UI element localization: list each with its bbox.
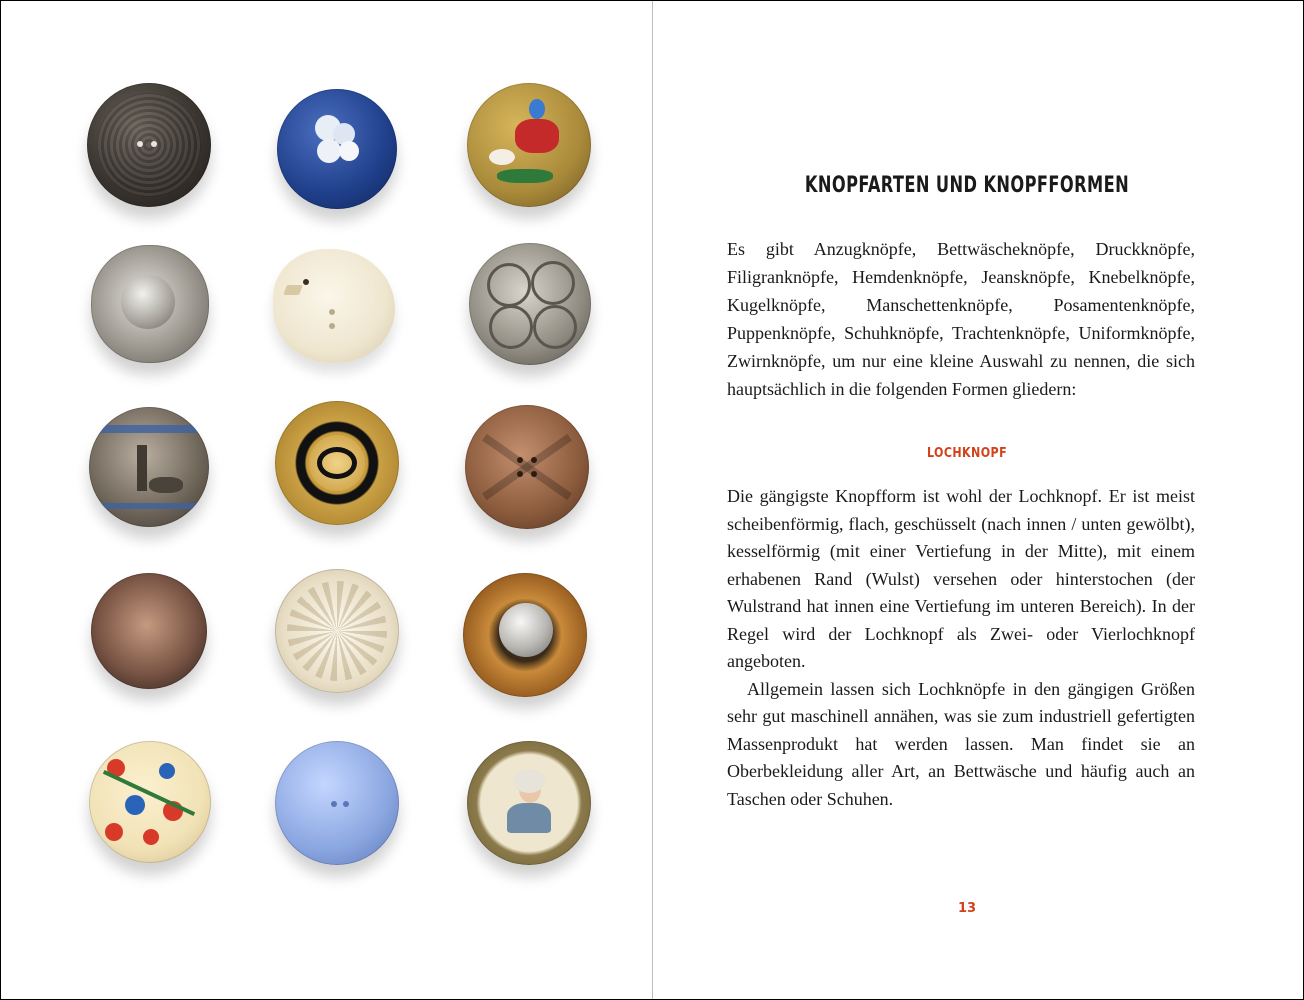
section-title: LOCHKNOPF	[926, 445, 1008, 461]
chapter-title: KNOPFARTEN UND KNOPFFORMEN	[804, 173, 1130, 198]
intro-paragraph	[727, 235, 1195, 403]
portrait-button	[467, 741, 591, 865]
painted-girl-button	[467, 83, 591, 207]
body-text	[727, 483, 1195, 813]
paragraph-1: Die gängigste Knopfform ist wohl der Lochknopf. Er ist meist scheibenförmig, flach, geschüsselt (nach innen / unten gewölbt), kesselförmig (mit einer Vertiefung in der Mitte), mit einem erhabenen Rand (Wulst) versehen oder hinterstochen (der Wulstrand hat innen eine Vertiefung im unteren Bereich). In der Regel wird der Lochknopf als Zwei- oder Vierlochknopf angeboten.	[727, 486, 1195, 671]
page-number: 13	[957, 901, 977, 916]
light-blue-button	[275, 741, 399, 865]
silver-hat-button	[91, 245, 209, 363]
ivory-chick-button	[273, 249, 395, 363]
shepherd-relief-button	[89, 407, 209, 527]
cream-lace-button	[275, 569, 399, 693]
bronze-rim-button	[463, 573, 587, 697]
gold-cc-button	[275, 401, 399, 525]
dark-textured-button	[87, 83, 211, 207]
paragraph-2: Allgemein lassen sich Lochknöpfe in den gängigen Größen sehr gut maschinell annähen, was sie zum industriell gefertigten Massenprodukt hat werden lassen. Man findet sie an Oberbekleidung aller Art, an Bettwäsche und häufig auch an Taschen oder Schuhen.	[727, 678, 1195, 809]
right-page	[727, 1, 1207, 999]
blue-flower-button	[277, 89, 397, 209]
silver-filigree-button	[469, 243, 591, 365]
copper-weave-button	[465, 405, 589, 529]
gutter-line	[652, 1, 653, 999]
floral-painted-button	[89, 741, 211, 863]
mother-of-pearl-button	[91, 573, 207, 689]
intro-text: Es gibt Anzugknöpfe, Bettwäscheknöpfe, Druckknöpfe, Filigranknöpfe, Hemdenknöpfe, Jeansknöpfe, Knebelknöpfe, Kugelknöpfe, Manschettenknöpfe, Posamentenknöpfe, Puppenknöpfe, Schuhknöpfe, Trachtenknöpfe, Uniformknöpfe, Zwirnknöpfe, um nur eine kleine Auswahl zu nennen, die sich hauptsächlich in die folgenden Formen gliedern:	[727, 239, 1195, 399]
